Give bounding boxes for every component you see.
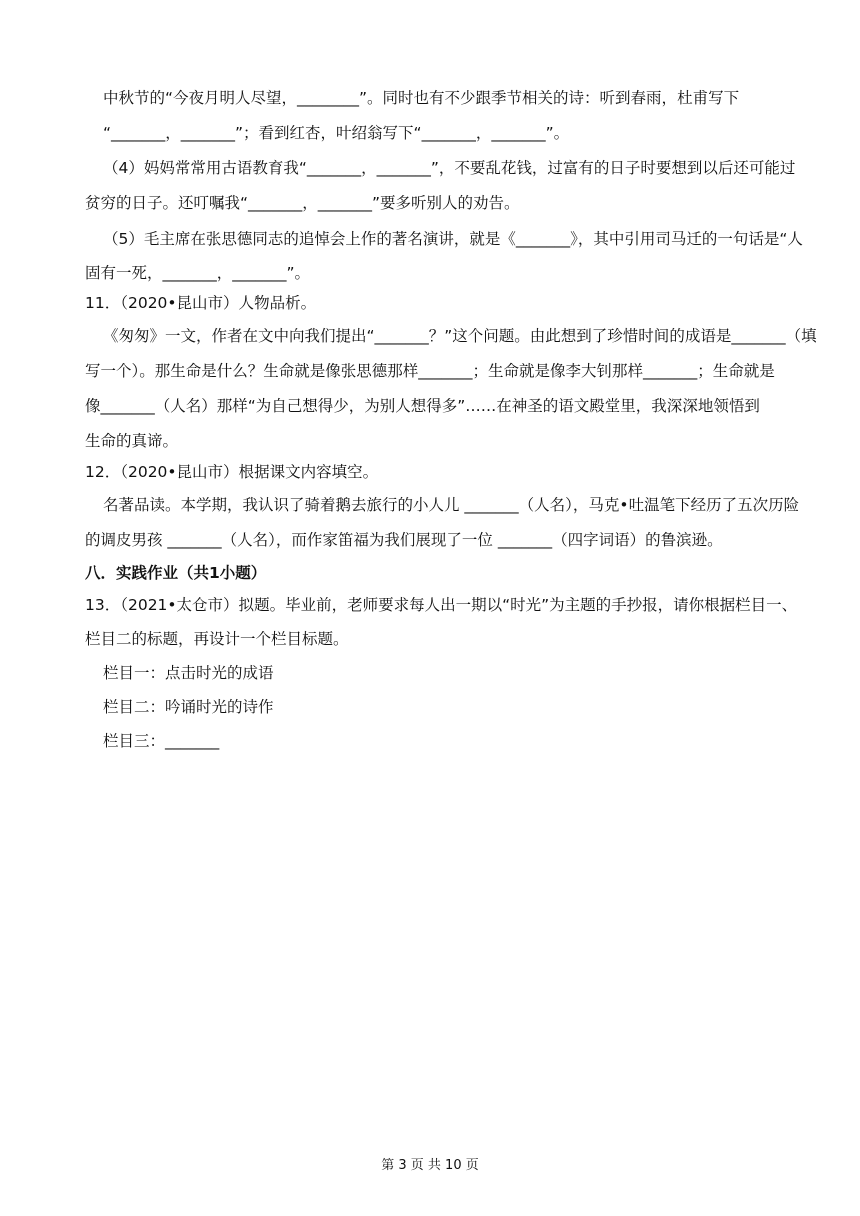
text-line: 中秋节的“今夜月明人尽望，________”。同时也有不少跟季节相关的诗：听到春雨，杜甫写下: [103, 89, 740, 107]
text-line: 生命的真谛。: [85, 432, 179, 450]
text-line: 名著品读。本学期，我认识了骑着鹅去旅行的小人儿 _______（人名），马克•吐温笔下经历了五次历险: [103, 496, 800, 514]
text-line: 栏目二的标题，再设计一个栏目标题。: [85, 630, 349, 648]
text-line: 《匆匆》一文，作者在文中向我们提出“_______？”这个问题。由此想到了珍惜时间的成语是_______（填: [103, 327, 817, 345]
section-heading: 八．实践作业（共1小题）: [85, 564, 267, 582]
text-line: 栏目二：吟诵时光的诗作: [103, 698, 274, 716]
text-line: 栏目一：点击时光的成语: [103, 664, 274, 682]
text-line: “_______，_______”；看到红杏，叶绍翁写下“_______，_______”。: [103, 124, 570, 142]
text-line: 贫穷的日子。还叮嘱我“_______，_______”要多听别人的劝告。: [85, 194, 520, 212]
text-line: 像_______（人名）那样“为自己想得少，为别人想得多”……在神圣的语文殿堂里，我深深地领悟到: [85, 397, 760, 415]
question-heading: 12．（2020•昆山市）根据课文内容填空。: [85, 463, 379, 481]
text-line: （4）妈妈常常用古语教育我“_______，_______”，不要乱花钱，过富有的日子时要想到以后还可能过: [103, 159, 796, 177]
text-line: 的调皮男孩 _______（人名），而作家笛福为我们展现了一位 _______（四字词语）的鲁滨逊。: [85, 531, 723, 549]
text-line: 写一个）。那生命是什么？生命就是像张思德那样_______；生命就是像李大钊那样_______；生命就是: [85, 362, 775, 380]
text-line: （5）毛主席在张思德同志的追悼会上作的著名演讲，就是《_______》，其中引用司马迁的一句话是“人: [103, 230, 803, 248]
question-heading: 13．（2021•太仓市）拟题。毕业前，老师要求每人出一期以“时光”为主题的手抄报，请你根据栏目一、: [85, 596, 798, 614]
question-heading: 11．（2020•昆山市）人物品析。: [85, 294, 317, 312]
page-footer: 第 3 页 共 10 页: [381, 1158, 479, 1173]
text-line: 固有一死，_______，_______”。: [85, 264, 311, 282]
text-line: 栏目三：_______: [103, 732, 220, 750]
